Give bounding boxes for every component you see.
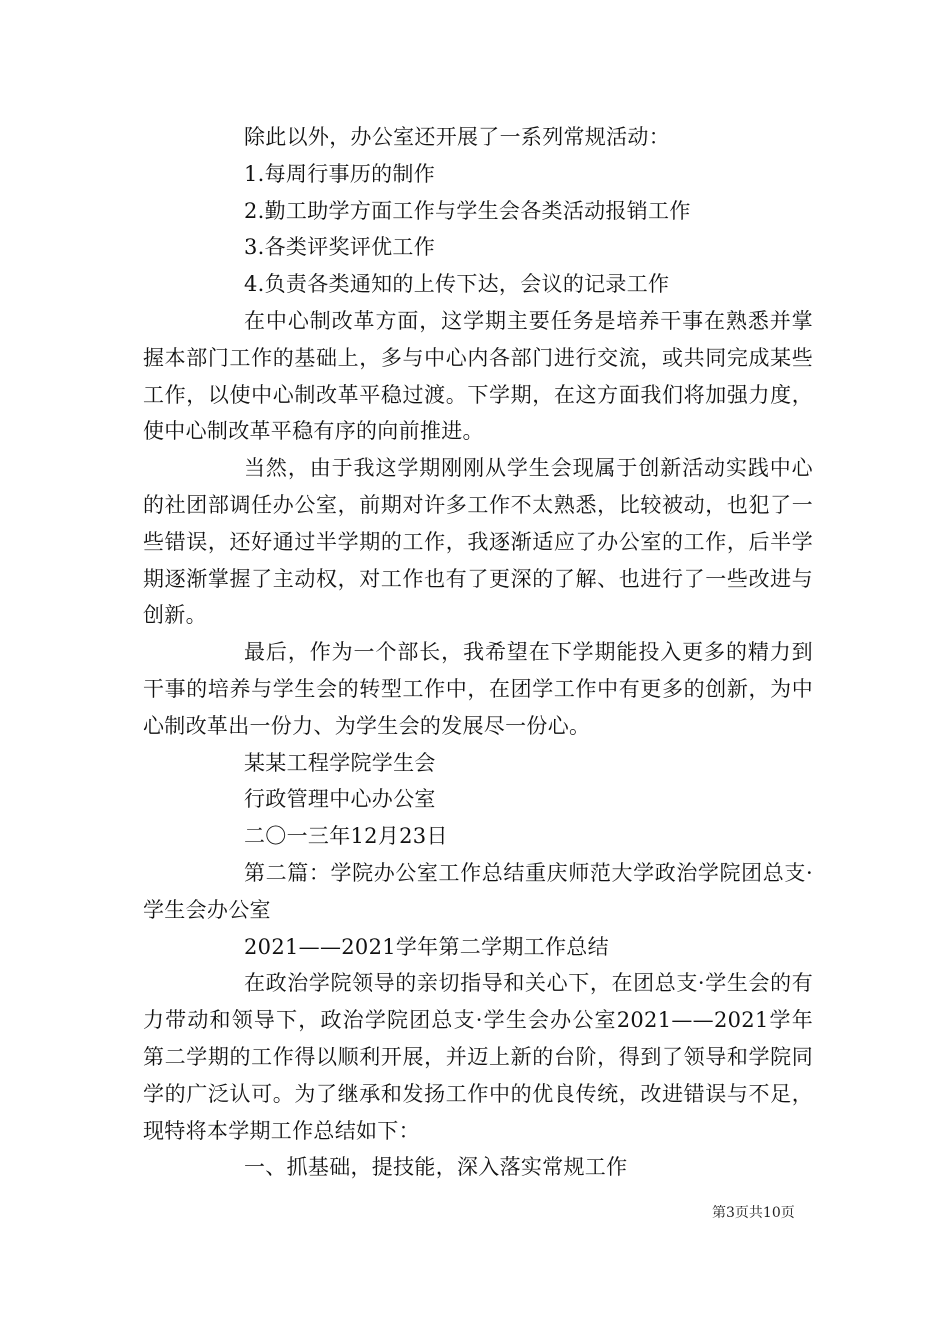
signature-organization: 某某工程学院学生会: [244, 750, 436, 775]
signature-date: 二〇一三年12月23日: [244, 824, 448, 849]
paragraph-part-two-intro: 在政治学院领导的亲切指导和关心下，在团总支·学生会的有力带动和领导下，政治学院团总支·学生会办公室2021——2021学年第二学期的工作得以顺利开展，并迈上新的台阶，得到了领导和学院同学的广泛认可。为了继承和发扬工作中的优良传统，改进错误与不足，现特将本学期工作总结如下：: [143, 971, 813, 1143]
paragraph-reflection: 当然，由于我这学期刚刚从学生会现属于创新活动实践中心的社团部调任办公室，前期对许多工作不太熟悉，比较被动，也犯了一些错误，还好通过半学期的工作，我逐渐适应了办公室的工作，后半学期逐渐掌握了主动权，对工作也有了更深的了解、也进行了一些改进与创新。: [143, 456, 813, 628]
section-subtitle: 2021——2021学年第二学期工作总结: [244, 934, 609, 959]
paragraph-routine-intro: 除此以外，办公室还开展了一系列常规活动：: [244, 125, 670, 149]
list-item-weekly-calendar: 1.每周行事历的制作: [244, 161, 436, 186]
paragraph-center-reform: 在中心制改革方面，这学期主要任务是培养干事在熟悉并掌握本部门工作的基础上，多与中心内各部门进行交流，或共同完成某些工作，以使中心制改革平稳过渡。下学期，在这方面我们将加强力度，使中心制改革平稳有序的向前推进。: [143, 308, 813, 444]
document-body: [143, 119, 813, 1186]
section-heading-part-two: 第二篇：学院办公室工作总结重庆师范大学政治学院团总支·学生会办公室: [143, 860, 813, 922]
page-number-footer: 第3页共10页: [712, 1205, 795, 1221]
list-item-awards: 3.各类评奖评优工作: [244, 235, 436, 260]
signature-office: 行政管理中心办公室: [244, 787, 436, 812]
list-item-work-study: 2.勤工助学方面工作与学生会各类活动报销工作: [244, 198, 691, 223]
section-heading-one: 一、抓基础，提技能，深入落实常规工作: [244, 1155, 628, 1180]
list-item-notices: 4.负责各类通知的上传下达，会议的记录工作: [244, 272, 670, 297]
paragraph-closing: 最后，作为一个部长，我希望在下学期能投入更多的精力到干事的培养与学生会的转型工作中，在团学工作中有更多的创新，为中心制改革出一份力、为学生会的发展尽一份心。: [143, 640, 813, 738]
